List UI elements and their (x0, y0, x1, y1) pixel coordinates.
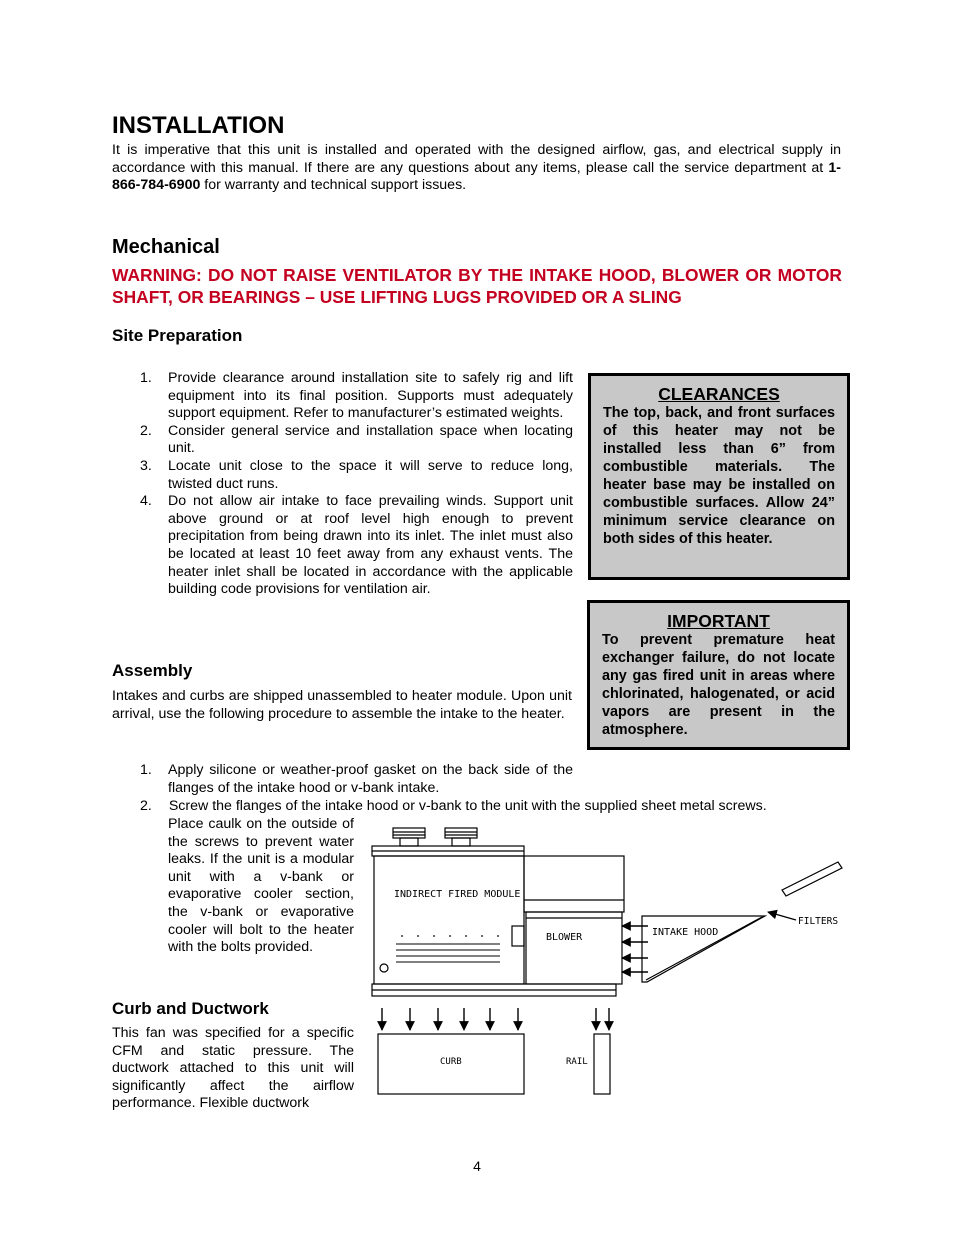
site-preparation-heading: Site Preparation (112, 326, 243, 345)
important-text: To prevent premature heat exchanger failure, do not locate any gas fired unit in areas where chlorinated, halogenated, or acid vapors are present in the atmosphere. (602, 632, 835, 738)
assembly-paragraph: Intakes and curbs are shipped unassembled to heater module. Upon unit arrival, use the following procedure to assemble the intake to the heater. (112, 688, 572, 722)
important-box (587, 600, 850, 750)
intro-paragraph (112, 142, 841, 195)
intake-hood-label: INTAKE HOOD (652, 927, 719, 938)
important-title: IMPORTANT (667, 611, 770, 631)
list-number: 4. (140, 493, 152, 510)
curb-ductwork-paragraph: This fan was specified for a specific CFM and static pressure. The ductwork attached to this unit will significantly affect the airflow performance. Flexible ductwork (112, 1025, 354, 1112)
filter-icon (782, 862, 842, 896)
list-item (112, 370, 573, 423)
curb-ductwork-heading: Curb and Ductwork (112, 999, 269, 1018)
roof-vent-left-icon (393, 828, 425, 846)
module-label: INDIRECT FIRED MODULE (394, 889, 521, 900)
list-text: Do not allow air intake to face prevailing winds. Support unit above ground or at roof level high enough to prevent precipitation from being drawn into its inlet. The inlet must also be located at least 10 feet away from any exhaust vents. The heater inlet shall be located in accordance with the applicable building code provisions for ventilation air. (168, 493, 573, 598)
roof-vent-right-icon (445, 828, 477, 846)
clearances-text: The top, back, and front surfaces of this heater may not be installed less than 6” from combustible materials. The heater base may be installed on combustible surfaces. Allow 24” minimum service clearance on both sides of this heater. (603, 405, 835, 547)
clearances-box (588, 373, 850, 580)
heater-module-body (374, 856, 524, 984)
intro-text-before: It is imperative that this unit is installed and operated with the designed airflow, gas, and electrical supply in accordance with this manual. If there are any questions about any items, please call the service department at (112, 142, 841, 176)
filters-label: FILTERS (798, 916, 839, 927)
service-phone-number: 1-866-784-6900 (112, 159, 841, 194)
mechanical-heading: Mechanical (112, 236, 220, 258)
list-number: 2. (140, 798, 152, 814)
assembly-step-1 (112, 762, 573, 797)
list-item (112, 493, 573, 599)
list-item (112, 423, 573, 458)
blower-label: BLOWER (546, 932, 583, 943)
list-text: Locate unit close to the space it will serve to reduce long, twisted duct runs. (168, 457, 573, 492)
list-number: 1. (140, 370, 152, 386)
lifting-warning: WARNING: DO NOT RAISE VENTILATOR BY THE INTAKE HOOD, BLOWER OR MOTOR SHAFT, OR BEARINGS – USE LIFTING LUGS PROVIDED OR A SLING (112, 265, 842, 307)
intro-text-after: for warranty and technical support issues. (200, 177, 467, 194)
list-number: 2. (140, 422, 152, 439)
page-title: INSTALLATION (112, 112, 285, 139)
clearances-title: CLEARANCES (658, 384, 780, 404)
assembly-step-2-continued: Place caulk on the outside of the screws to prevent water leaks. If the unit is a modular unit with a v-bank or evaporative cooler section, the v-bank or evaporative cooler will bolt to the heater with the bolts provided. (168, 816, 354, 956)
site-preparation-list (112, 370, 573, 599)
assembly-heading: Assembly (112, 661, 193, 680)
curb-label: CURB (440, 1057, 462, 1067)
list-number: 3. (140, 457, 152, 474)
list-text: Apply silicone or weather-proof gasket on the back side of the flanges of the intake hood or v-bank intake. (168, 762, 573, 796)
list-text: Screw the flanges of the intake hood or v-bank to the unit with the supplied sheet metal screws. (168, 798, 767, 814)
list-text: Provide clearance around installation site to safely rig and lift equipment into its final position. Supports must adequately support equipment. Refer to manufacturer’s estimated weights. (168, 370, 573, 422)
rail (594, 1034, 610, 1094)
blower-section (526, 912, 622, 984)
rail-label: RAIL (566, 1057, 588, 1067)
list-number: 1. (140, 762, 152, 778)
assembly-step-2-first-line (140, 798, 845, 816)
list-item (112, 458, 573, 493)
page-number: 4 (473, 1158, 481, 1174)
unit-assembly-diagram (360, 820, 850, 1100)
list-text: Consider general service and installation space when locating unit. (168, 422, 573, 457)
